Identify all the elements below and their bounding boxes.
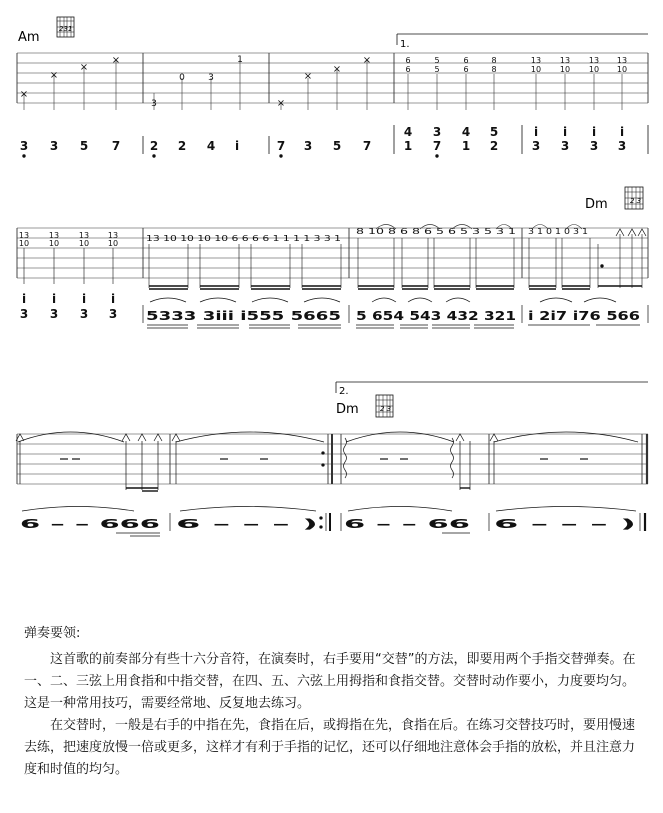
- svg-text:13 10 10 10 10 6 6 6 6 1 1 1 1: 13 10 10 10 10 6 6 6 6 1 1 1 1 3 3 1: [146, 234, 341, 243]
- tab-marks-row2: [19, 227, 588, 248]
- svg-text:5333 3iii i555 5665: 5333 3iii i555 5665: [146, 309, 341, 323]
- svg-text:7: 7: [111, 139, 121, 153]
- tab-fret: 3: [208, 73, 214, 83]
- chord-diagram-am: [18, 17, 74, 45]
- chord-name-dm: Dm: [585, 197, 608, 212]
- tab-x-mark: ×: [303, 71, 313, 82]
- tab-fret: 0: [179, 73, 185, 83]
- svg-text:3: 3: [589, 139, 599, 153]
- svg-text:3: 3: [531, 139, 541, 153]
- chord-name-am: Am: [18, 30, 40, 45]
- svg-text:3: 3: [432, 125, 442, 139]
- svg-text:i: i: [591, 125, 597, 139]
- svg-text:6 – – – ): 6 – – – ): [176, 517, 318, 531]
- tab-fret: 10: [559, 65, 571, 74]
- svg-text:i: i: [81, 292, 87, 306]
- playing-notes: [24, 622, 644, 781]
- svg-text:5: 5: [79, 139, 89, 153]
- svg-text:3: 3: [303, 139, 313, 153]
- tab-fret: 13: [559, 56, 571, 65]
- tab-fret: 13: [588, 56, 600, 65]
- svg-text:4: 4: [461, 125, 471, 139]
- svg-text:3: 3: [560, 139, 570, 153]
- svg-text:3: 3: [49, 139, 59, 153]
- jianpu-row3: [20, 517, 636, 531]
- chord-diagram-dm-2: [336, 395, 393, 417]
- svg-text:i: i: [51, 292, 57, 306]
- svg-text:6 – – 666: 6 – – 666: [20, 517, 160, 531]
- svg-text:1: 1: [403, 139, 413, 153]
- tab-fret: 8: [491, 56, 497, 65]
- tab-fret: 10: [530, 65, 542, 74]
- svg-text:i: i: [533, 125, 539, 139]
- svg-text:i 2i7 i76 566: i 2i7 i76 566: [528, 309, 640, 323]
- volta-1: [397, 34, 648, 50]
- tab-fret: 5: [434, 65, 440, 74]
- svg-text:6 – – – ): 6 – – – ): [494, 517, 636, 531]
- notes-paragraph-1: 这首歌的前奏部分有些十六分音符，在演奏时，右手要用“交替”的方法，即要用两个手指交替弹奏。在一、二、三弦上用食指和中指交替，在四、五、六弦上用拇指和食指交替。交替时动作要小，力度要均匀。这是一种常用技巧，需要经常地、反复地去练习。: [24, 652, 636, 711]
- tab-fret: 6: [463, 65, 469, 74]
- svg-text:13: 13: [18, 231, 30, 240]
- tab-x-mark: ×: [111, 55, 121, 66]
- svg-text:2: 2: [177, 139, 187, 153]
- svg-text:4: 4: [206, 139, 216, 153]
- svg-text:2: 2: [489, 139, 499, 153]
- svg-text:2.: 2.: [339, 386, 349, 397]
- svg-text:1.: 1.: [400, 39, 410, 50]
- svg-text:4: 4: [403, 125, 413, 139]
- svg-text:13: 13: [107, 231, 119, 240]
- tab-fret: 6: [405, 65, 411, 74]
- jianpu-row1: [20, 125, 626, 153]
- svg-text:3: 3: [108, 307, 118, 321]
- svg-text:7: 7: [362, 139, 372, 153]
- svg-text:3: 3: [79, 307, 89, 321]
- svg-text:7: 7: [276, 139, 286, 153]
- tab-fret: 10: [588, 65, 600, 74]
- tab-fret: 13: [530, 56, 542, 65]
- chord-diagram-dm-1: [585, 187, 643, 212]
- svg-text:i: i: [110, 292, 116, 306]
- tab-x-mark: ×: [79, 62, 89, 73]
- svg-text:13: 13: [48, 231, 60, 240]
- chord-fingering-dm: 2 3: [380, 405, 392, 413]
- tab-fret: 10: [616, 65, 628, 74]
- svg-text:8 10 8 6 8 6 5 6 5 3 5 3 1: 8 10 8 6 8 6 5 6 5 3 5 3 1: [356, 227, 516, 236]
- svg-text:6 – – 66: 6 – – 66: [344, 517, 470, 531]
- tab-fret: 6: [405, 56, 411, 65]
- svg-text:3: 3: [49, 307, 59, 321]
- svg-text:7: 7: [432, 139, 442, 153]
- svg-text:13: 13: [78, 231, 90, 240]
- chord-fingering-am: 231: [59, 25, 73, 33]
- tab-fret: 1: [237, 55, 243, 65]
- svg-text:3: 3: [617, 139, 627, 153]
- tab-marks-row3: [16, 432, 638, 491]
- svg-text:10: 10: [107, 239, 119, 248]
- chord-name-dm: Dm: [336, 402, 359, 417]
- svg-text:5: 5: [332, 139, 342, 153]
- notes-heading: 弹奏要领:: [24, 626, 81, 641]
- tab-staff-row3: [17, 434, 648, 484]
- svg-text:3 1 0 1 0 3 1: 3 1 0 1 0 3 1: [528, 227, 588, 236]
- tab-fret: 8: [491, 65, 497, 74]
- tab-x-mark: ×: [49, 70, 59, 81]
- svg-text:2: 2: [149, 139, 159, 153]
- tab-fret: 3: [151, 99, 157, 109]
- tab-x-mark: ×: [19, 89, 29, 100]
- svg-text:5: 5: [489, 125, 499, 139]
- notes-paragraph-2: 在交替时，一般是右手的中指在先，食指在后，或拇指在先，食指在后。在练习交替技巧时，要用慢速去练，把速度放慢一倍或更多，这样才有利于手指的记忆，还可以仔细地注意体会手指的放松，并且注意力度和时值的均匀。: [24, 718, 636, 777]
- svg-text:i: i: [562, 125, 568, 139]
- svg-text:i: i: [234, 139, 240, 153]
- svg-text:10: 10: [48, 239, 60, 248]
- tab-fret: 6: [463, 56, 469, 65]
- tab-x-mark: ×: [332, 64, 342, 75]
- svg-text:10: 10: [18, 239, 30, 248]
- svg-text:i: i: [619, 125, 625, 139]
- svg-text:3: 3: [19, 139, 29, 153]
- tab-x-mark: ×: [276, 98, 286, 109]
- svg-text:10: 10: [78, 239, 90, 248]
- svg-text:3: 3: [19, 307, 29, 321]
- svg-text:5 654 543 432 321: 5 654 543 432 321: [356, 309, 516, 323]
- svg-text:i: i: [21, 292, 27, 306]
- jianpu-row2: [20, 292, 640, 323]
- svg-text:1: 1: [461, 139, 471, 153]
- tab-x-mark: ×: [362, 55, 372, 66]
- tab-fret: 13: [616, 56, 628, 65]
- chord-fingering-dm: 2 3: [630, 197, 642, 205]
- tab-fret: 5: [434, 56, 440, 65]
